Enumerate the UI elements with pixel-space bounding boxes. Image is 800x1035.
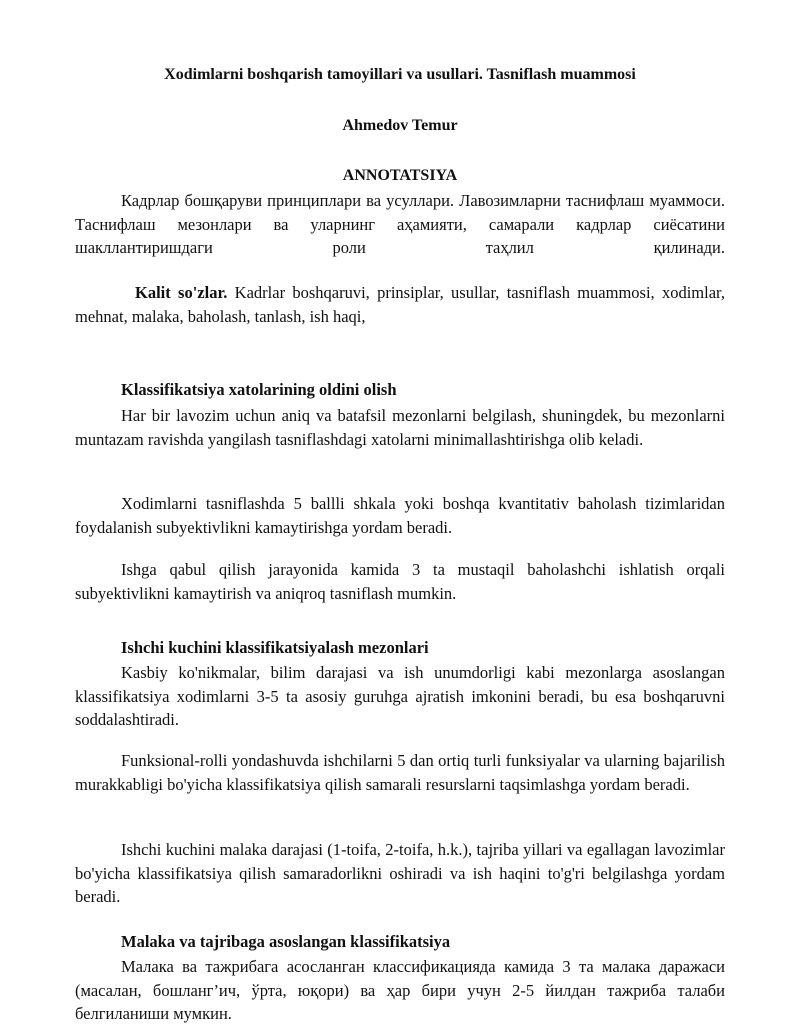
section-paragraph: Ishchi kuchini malaka darajasi (1-toifa, 2-toifa, h.k.), tajriba yillari va egallagan lavozimlar bo'yicha klassifikatsiya qilish samaradorlikni oshiradi va ish haqini to'g'ri belgilashga yordam beradi. xyxy=(75,840,725,906)
section-paragraph: Малака ва тажрибага асосланган классификацияда камида 3 та малака даражаси (масалан, бошланг’ич, ўрта, юқори) ва ҳар бири учун 2-5 йилдан тажриба талаби белгиланиши мумкин. xyxy=(75,957,725,1023)
section-paragraph: Ishga qabul qilish jarayonida kamida 3 ta mustaqil baholashchi ishlatish orqali subyektivlikni kamaytirish va aniqroq tasniflash mumkin. xyxy=(75,560,725,603)
annotation-paragraph: Кадрлар бошқаруви принциплари ва усуллари. Лавозимларни таснифлаш муаммоси. Таснифлаш мезонлари ва уларнинг аҳамияти, самарали кадрлар сиёсатини шакллантиришдаги роли таҳлил қилинади. xyxy=(75,191,725,257)
section-paragraph: Xodimlarni tasniflashda 5 ballli shkala yoki boshqa kvantitativ baholash tizimlaridan foydalanish subyektivlikni kamaytirishga yordam beradi. xyxy=(75,494,725,537)
section-paragraph: Har bir lavozim uchun aniq va batafsil mezonlarni belgilash, shuningdek, bu mezonlarni muntazam ravishda yangilash tasniflashdagi xatolarni minimallashtirishga olib keladi. xyxy=(75,406,725,449)
section-heading: Malaka va tajribaga asoslangan klassifikatsiya xyxy=(121,932,451,951)
section-paragraph: Funksional-rolli yondashuvda ishchilarni 5 dan ortiq turli funksiyalar va ularning bajarilish murakkabligi bo'yicha klassifikatsiya qilish samarali resurslarni taqsimlashga yordam beradi. xyxy=(75,751,725,794)
annotation-heading: ANNOTATSIYA xyxy=(342,167,458,184)
section-paragraph: Kasbiy ko'nikmalar, bilim darajasi va ish unumdorligi kabi mezonlarga asoslangan klassifikatsiya xodimlarni 3-5 ta asosiy guruhga ajratish imkonini beradi, bu esa boshqaruvni soddalashtiradi. xyxy=(75,663,725,729)
section-heading: Klassifikatsiya xatolarining oldini olish xyxy=(121,380,397,399)
document-title: Xodimlarni boshqarish tamoyillari va usullari. Tasniflash muammosi xyxy=(164,66,636,83)
keywords-label: Kalit so'zlar. xyxy=(135,283,228,302)
author-name: Ahmedov Temur xyxy=(342,117,458,134)
keywords-paragraph xyxy=(75,281,725,328)
section-heading: Ishchi kuchini klassifikatsiyalash mezonlari xyxy=(121,638,429,657)
keywords-text: Kadrlar boshqaruvi, prinsiplar, usullar, tasniflash muammosi, xodimlar, mehnat, malaka, baholash, tanlash, ish haqi, xyxy=(75,283,725,326)
